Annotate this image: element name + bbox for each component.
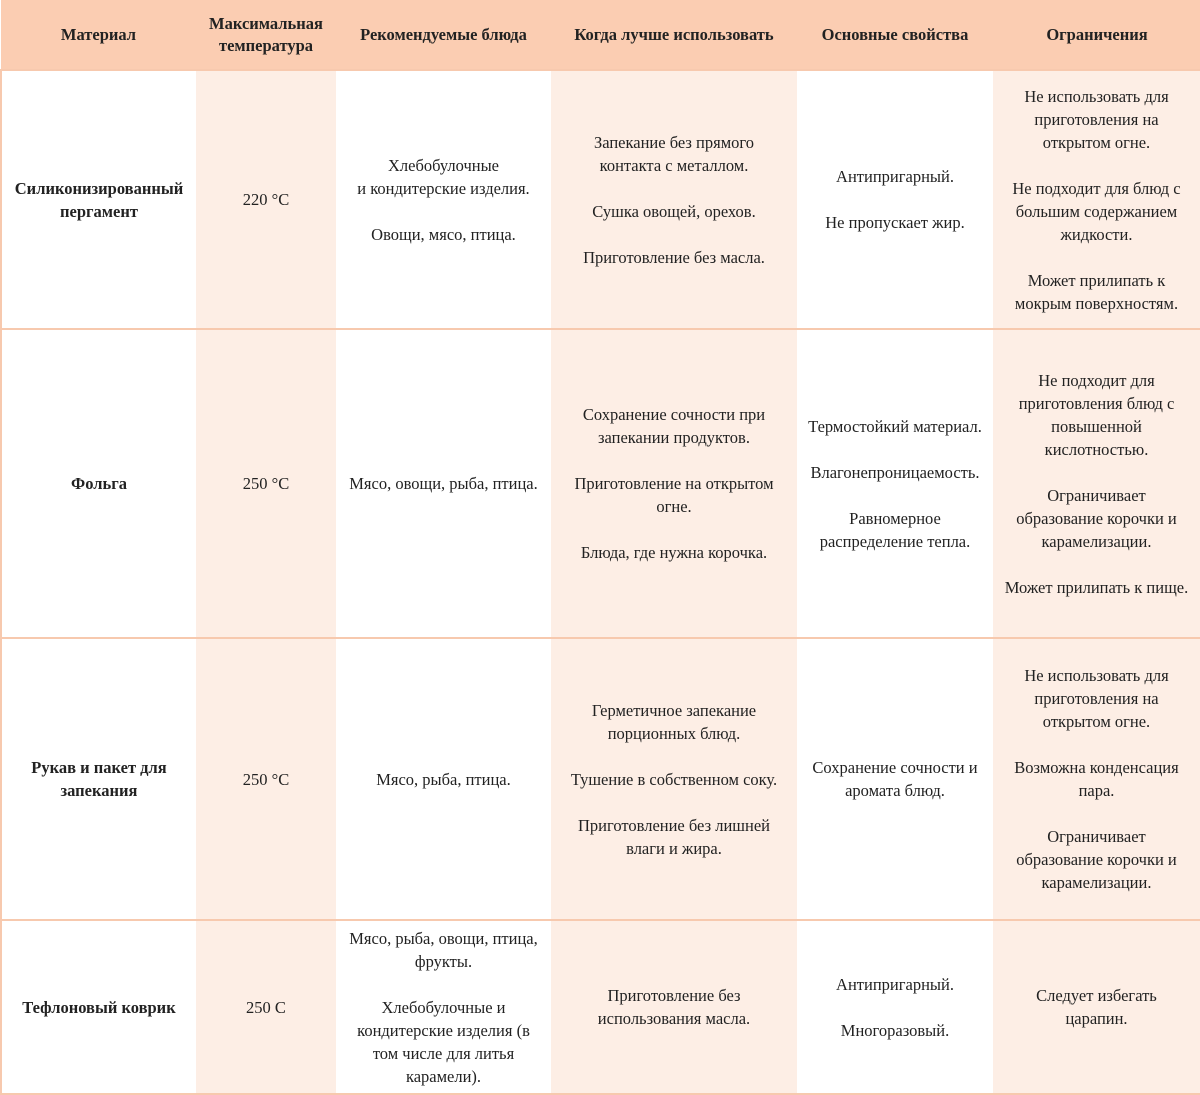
line-gap bbox=[800, 188, 990, 211]
cell-max-temp: 250 С bbox=[196, 920, 336, 1094]
cell-line: Мясо, овощи, рыба, птица. bbox=[349, 474, 538, 493]
line-gap bbox=[800, 484, 990, 507]
cell-properties bbox=[797, 920, 993, 1094]
header-row bbox=[1, 0, 1200, 70]
cell-line: Тушение в собственном соку. bbox=[570, 769, 778, 789]
cell-line: Антипригарный. bbox=[836, 974, 954, 994]
line-gap bbox=[996, 553, 1197, 576]
cell-line: порционных блюд. bbox=[607, 723, 741, 743]
cell-material: Фольга bbox=[1, 329, 196, 638]
cell-material: Тефлоновый коврик bbox=[1, 920, 196, 1094]
line-gap bbox=[800, 996, 990, 1019]
header-when: Когда лучше использовать bbox=[551, 0, 797, 70]
line-gap bbox=[554, 449, 794, 472]
table-row bbox=[1, 638, 1200, 920]
cell-line: царапин. bbox=[1065, 1009, 1128, 1028]
cell-dishes bbox=[336, 70, 551, 329]
cell-limits bbox=[993, 638, 1200, 920]
cell-line: жидкости. bbox=[1060, 224, 1133, 244]
cell-line: Мясо, рыба, овощи, птица, bbox=[349, 928, 538, 948]
line-gap bbox=[996, 154, 1197, 177]
cell-line: Мясо, рыба, птица. bbox=[376, 769, 511, 789]
cell-line: Приготовление без лишней bbox=[578, 815, 770, 835]
line-gap bbox=[996, 461, 1197, 484]
cell-limits bbox=[993, 70, 1200, 329]
cell-line: Ограничивает bbox=[1047, 827, 1146, 846]
cell-line: Сохранение сочности и bbox=[812, 758, 978, 777]
cell-line: карамелизации. bbox=[1041, 531, 1152, 551]
cell-max-temp: 250 °C bbox=[196, 329, 336, 638]
cell-dishes bbox=[336, 920, 551, 1094]
cell-line: Хлебобулочные bbox=[387, 155, 499, 175]
cell-line: образование корочки и bbox=[1016, 508, 1177, 528]
line-gap bbox=[996, 733, 1197, 756]
line-gap bbox=[996, 802, 1197, 825]
cell-line: Приготовление без масла. bbox=[583, 247, 765, 267]
cell-line: распределение тепла. bbox=[819, 531, 971, 551]
cell-line: открытом огне. bbox=[1042, 712, 1151, 731]
table-row bbox=[1, 329, 1200, 638]
cell-dishes bbox=[336, 638, 551, 920]
cell-line: Хлебобулочные и bbox=[381, 997, 506, 1017]
cell-dishes bbox=[336, 329, 551, 638]
table-row bbox=[1, 70, 1200, 329]
cell-line: Не использовать для bbox=[1024, 86, 1169, 106]
line-gap bbox=[339, 973, 548, 996]
cell-line: Герметичное запекание bbox=[591, 700, 757, 720]
header-limits: Ограничения bbox=[993, 0, 1200, 70]
cell-line: аромата блюд. bbox=[845, 781, 945, 800]
cell-line: Не пропускает жир. bbox=[825, 213, 965, 232]
cell-when bbox=[551, 70, 797, 329]
cell-line: Может прилипать к пище. bbox=[1004, 577, 1189, 597]
line-gap bbox=[800, 438, 990, 461]
cell-line: Приготовление без bbox=[607, 986, 741, 1005]
cell-line: открытом огне. bbox=[1042, 132, 1151, 152]
cell-when bbox=[551, 920, 797, 1094]
cell-line: Многоразовый. bbox=[840, 1020, 950, 1040]
cell-line: мокрым поверхностям. bbox=[1014, 293, 1179, 313]
cell-line: Не использовать для bbox=[1024, 666, 1169, 685]
line-gap bbox=[554, 791, 794, 814]
cell-line: Не подходит для блюд с bbox=[1012, 178, 1181, 198]
cell-line: образование корочки и bbox=[1016, 850, 1177, 869]
cell-line: огне. bbox=[656, 497, 692, 516]
cell-line: приготовления блюд с bbox=[1018, 393, 1175, 413]
line-gap bbox=[554, 518, 794, 541]
cell-line: повышенной bbox=[1051, 416, 1142, 436]
cell-properties bbox=[797, 70, 993, 329]
cell-line: том числе для литья bbox=[372, 1043, 515, 1063]
cell-line: Возможна конденсация bbox=[1014, 758, 1179, 777]
table-row bbox=[1, 920, 1200, 1094]
cell-line: запекании продуктов. bbox=[598, 428, 750, 447]
cell-line: Сушка овощей, орехов. bbox=[592, 201, 756, 221]
cell-line: Антипригарный. bbox=[836, 167, 954, 186]
cell-line: кондитерские изделия (в bbox=[357, 1020, 530, 1040]
cell-line: Запекание без прямого bbox=[593, 132, 755, 152]
cell-line: большим содержанием bbox=[1015, 201, 1178, 221]
cell-line: приготовления на bbox=[1034, 109, 1159, 129]
cell-line: Может прилипать к bbox=[1027, 270, 1166, 290]
cell-line: контакта с металлом. bbox=[599, 155, 749, 175]
line-gap bbox=[554, 223, 794, 246]
header-dishes: Рекомендуемые блюда bbox=[336, 0, 551, 70]
header-material: Материал bbox=[1, 0, 196, 70]
line-gap bbox=[554, 745, 794, 768]
cell-max-temp: 220 °C bbox=[196, 70, 336, 329]
header-max-temp: Максимальная температура bbox=[196, 0, 336, 70]
cell-line: Равномерное bbox=[849, 508, 941, 528]
cell-line: карамелизации. bbox=[1041, 873, 1152, 892]
cell-max-temp: 250 °C bbox=[196, 638, 336, 920]
line-gap bbox=[339, 200, 548, 223]
cell-line: Следует избегать bbox=[1036, 986, 1157, 1005]
cell-line: Сохранение сочности при bbox=[582, 405, 766, 424]
cell-when bbox=[551, 329, 797, 638]
cell-line: кислотностью. bbox=[1044, 439, 1149, 459]
line-gap bbox=[996, 246, 1197, 269]
cell-line: влаги и жира. bbox=[626, 838, 722, 858]
header-properties: Основные свойства bbox=[797, 0, 993, 70]
cell-line: Термостойкий материал. bbox=[808, 416, 982, 436]
cell-line: Блюда, где нужна корочка. bbox=[580, 543, 768, 562]
cell-material: Рукав и пакет для запекания bbox=[1, 638, 196, 920]
cell-line: пара. bbox=[1078, 781, 1115, 800]
cell-properties bbox=[797, 329, 993, 638]
line-gap bbox=[554, 177, 794, 200]
cell-line: Влагонепроницаемость. bbox=[810, 462, 980, 482]
cell-line: приготовления на bbox=[1034, 689, 1159, 708]
cell-line: Овощи, мясо, птица. bbox=[371, 224, 516, 244]
cell-line: и кондитерские изделия. bbox=[357, 178, 530, 198]
cell-properties bbox=[797, 638, 993, 920]
cell-material: Силиконизированный пергамент bbox=[1, 70, 196, 329]
cell-line: Приготовление на открытом bbox=[574, 474, 774, 493]
cell-line: карамели). bbox=[405, 1066, 482, 1086]
cell-line: использования масла. bbox=[597, 1009, 751, 1028]
cell-limits bbox=[993, 329, 1200, 638]
cell-line: Не подходит для bbox=[1038, 370, 1155, 390]
cell-limits bbox=[993, 920, 1200, 1094]
cell-line: Ограничивает bbox=[1047, 485, 1146, 505]
cell-when bbox=[551, 638, 797, 920]
cell-line: фрукты. bbox=[414, 951, 473, 971]
